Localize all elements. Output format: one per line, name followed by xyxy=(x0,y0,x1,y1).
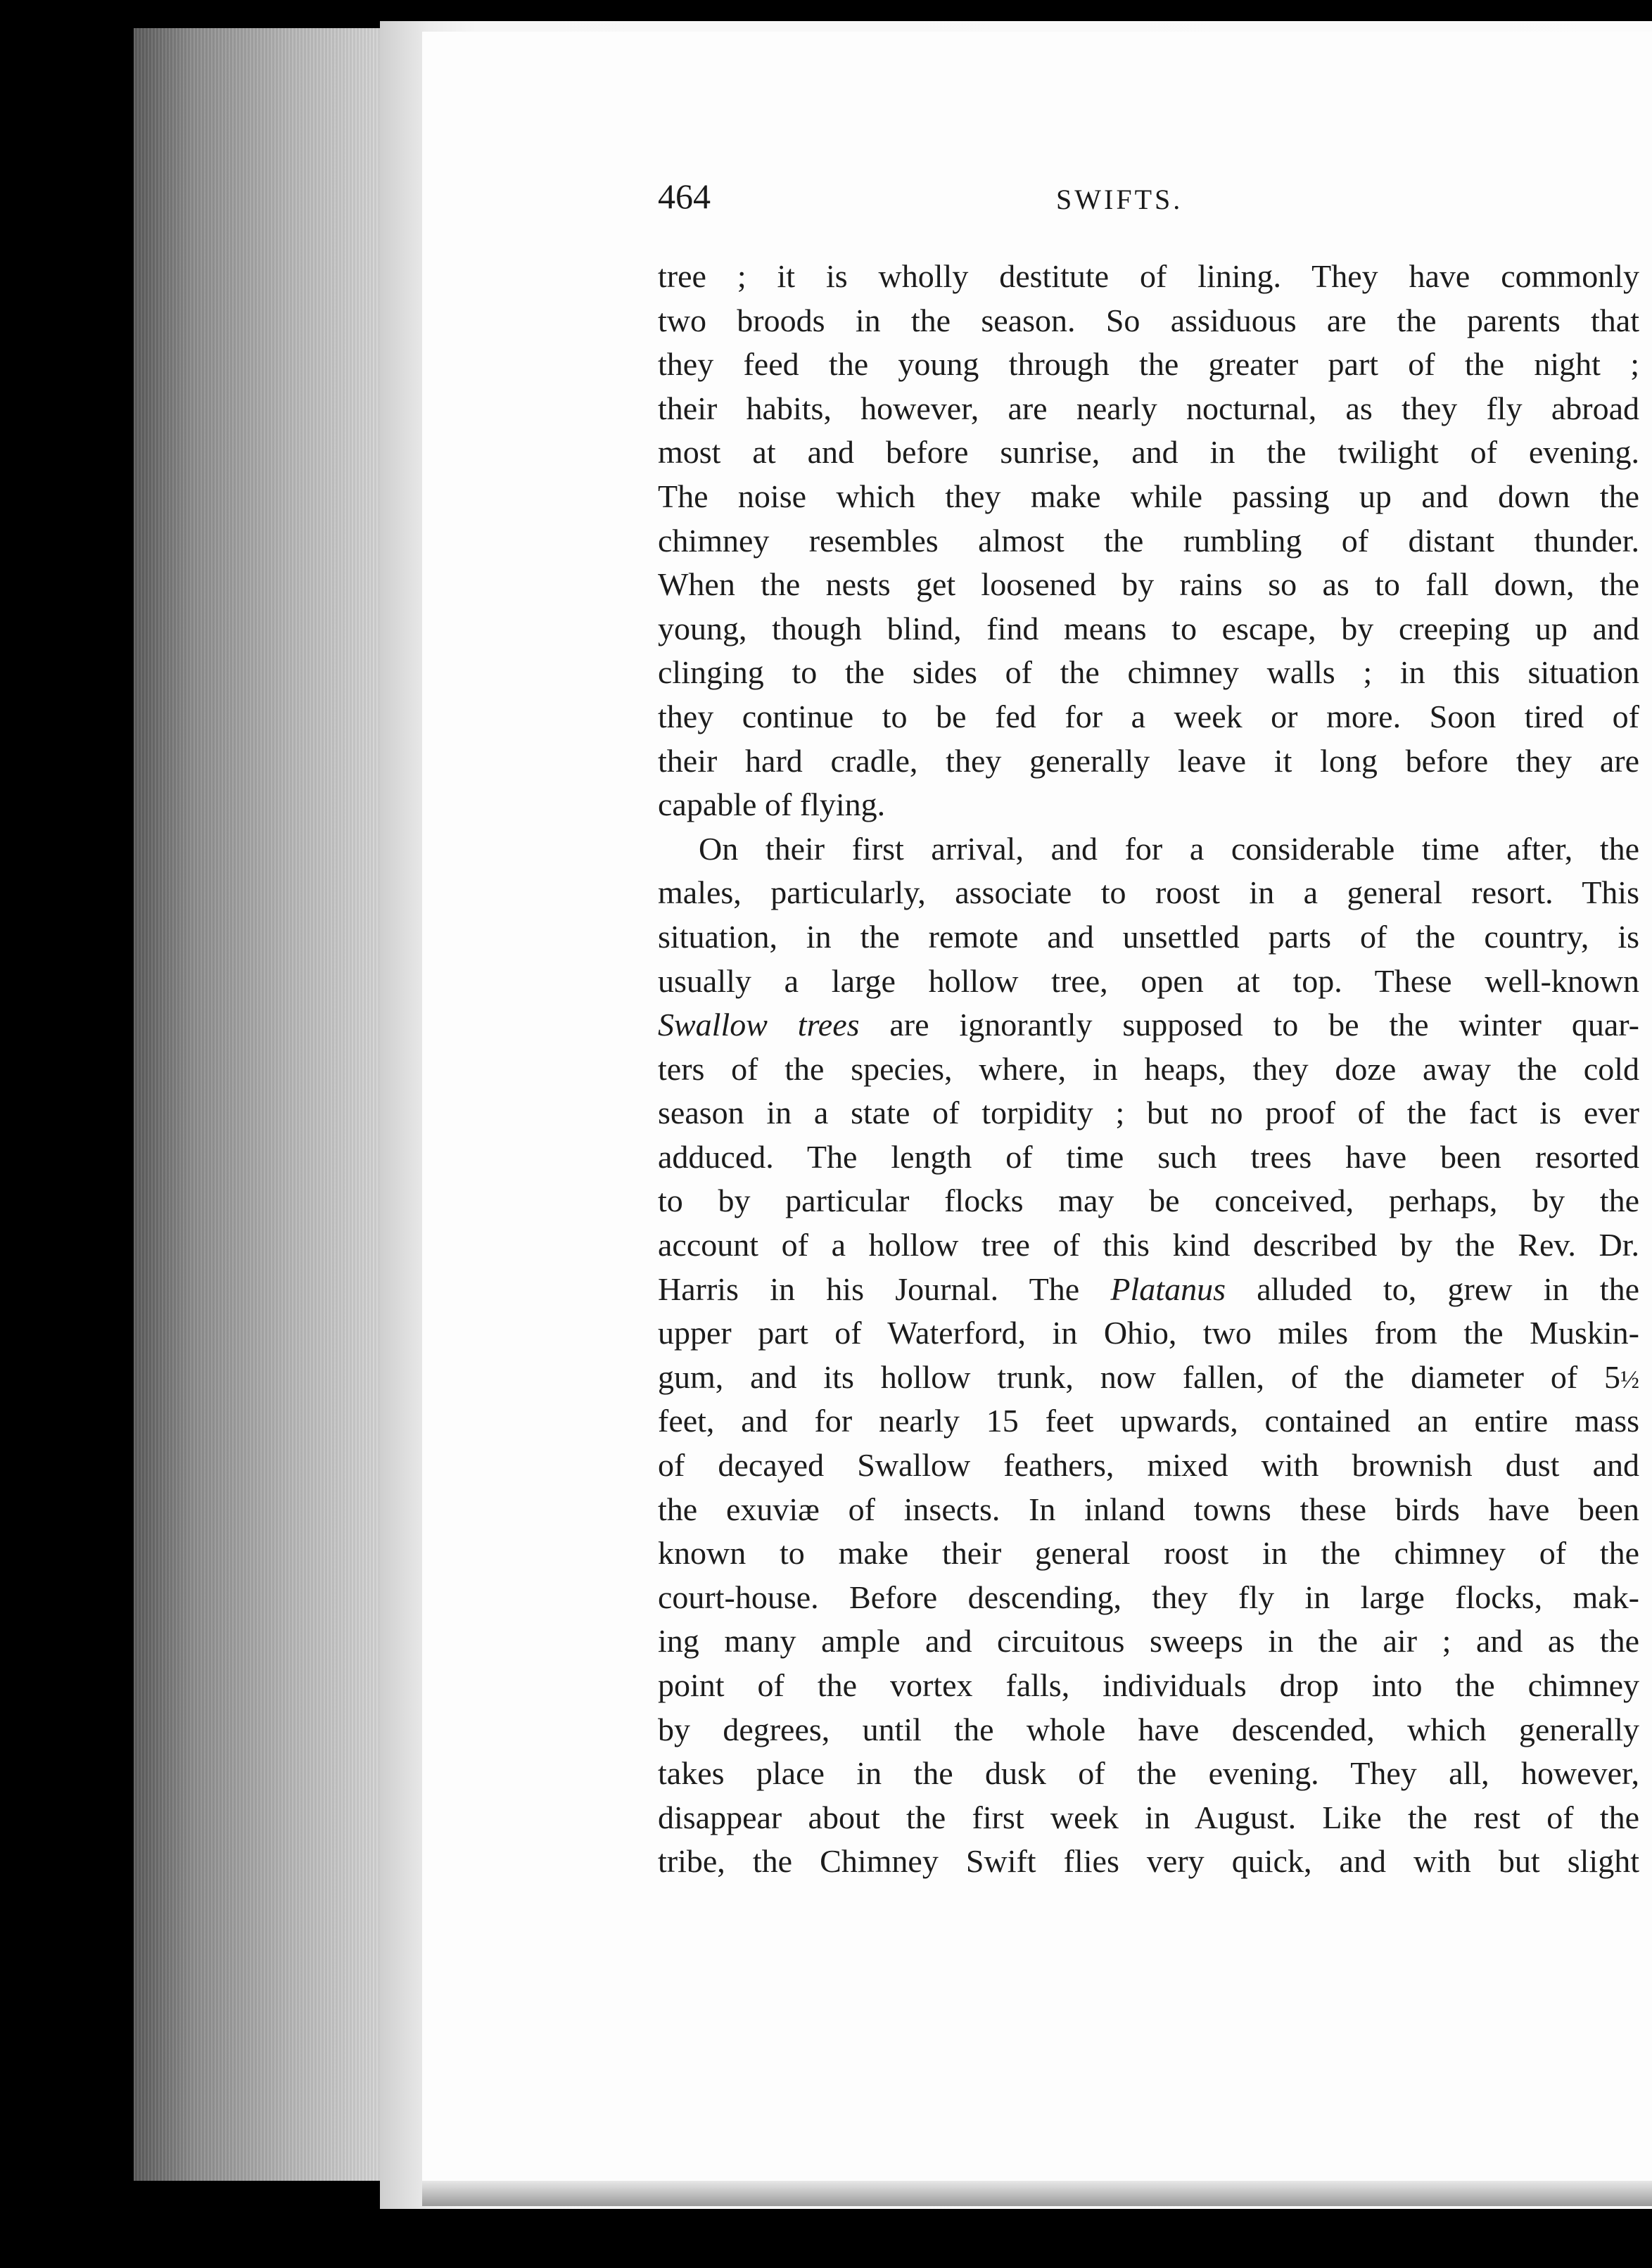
page-number: 464 xyxy=(658,177,711,216)
text-line: upper part of Waterford, in Ohio, two miles from the Muskin- xyxy=(658,1315,1639,1351)
text-line: young, though blind, find means to escape, by creeping up and xyxy=(658,610,1639,646)
text-line: of decayed Swallow feathers, mixed with brownish dust and xyxy=(658,1447,1639,1484)
text-line: they feed the young through the greater part of the night ; xyxy=(658,346,1639,383)
text-line: to by particular flocks may be conceived, perhaps, by the xyxy=(658,1183,1639,1219)
text-line: account of a hollow tree of this kind described by the Rev. Dr. xyxy=(658,1227,1639,1263)
text-line: most at and before sunrise, and in the twilight of evening. xyxy=(658,434,1639,471)
text-line: tribe, the Chimney Swift flies very quick, and with but slight xyxy=(658,1843,1639,1880)
text-line: feet, and for nearly 15 feet upwards, contained an entire mass xyxy=(658,1403,1639,1439)
text-line: When the nests get loosened by rains so as to fall down, the xyxy=(658,566,1639,603)
text-line: by degrees, until the whole have descended, which generally xyxy=(658,1711,1639,1747)
fraction: ½ xyxy=(1620,1365,1639,1394)
text-line: ters of the species, where, in heaps, they doze away the cold xyxy=(658,1050,1639,1087)
text-line: On their first arrival, and for a considerable time after, the xyxy=(699,830,1639,867)
body-text xyxy=(658,255,1639,1884)
text-line: disappear about the first week in August. Like the rest of the xyxy=(658,1799,1639,1835)
text-line: season in a state of torpidity ; but no proof of the fact is ever xyxy=(658,1095,1639,1131)
text-line: ing many ample and circuitous sweeps in the air ; and as the xyxy=(658,1623,1639,1659)
text-line: capable of flying. xyxy=(658,786,886,823)
page-bottom-edge xyxy=(422,2181,1652,2206)
text-run: gum, and its hollow trunk, now fallen, of the diameter of 5 xyxy=(658,1358,1620,1395)
text-line: takes place in the dusk of the evening. They all, however, xyxy=(658,1755,1639,1792)
running-head xyxy=(658,176,1643,232)
text-run: are ignorantly supposed to be the winter quar- xyxy=(859,1007,1639,1043)
text-line xyxy=(658,1268,1639,1312)
text-line xyxy=(658,1356,1639,1400)
text-line: males, particularly, associate to roost in a general resort. This xyxy=(658,874,1639,911)
text-line: chimney resembles almost the rumbling of distant thunder. xyxy=(658,522,1639,559)
text-line: the exuviæ of insects. In inland towns these birds have been xyxy=(658,1491,1639,1527)
text-line: The noise which they make while passing up and down the xyxy=(658,478,1639,514)
italic-term: Swallow trees xyxy=(658,1007,860,1043)
text-line: tree ; it is wholly destitute of lining. They have commonly xyxy=(658,258,1639,294)
text-line: known to make their general roost in the chimney of the xyxy=(658,1535,1639,1572)
text-line: their habits, however, are nearly nocturnal, as they fly abroad xyxy=(658,390,1639,426)
text-line: clinging to the sides of the chimney walls ; in this situation xyxy=(658,654,1639,691)
text-line: court-house. Before descending, they fly in large flocks, mak- xyxy=(658,1579,1639,1615)
text-line: usually a large hollow tree, open at top. These well-known xyxy=(658,962,1639,999)
text-line: two broods in the season. So assiduous are the parents that xyxy=(658,302,1639,338)
text-run: Harris in his Journal. The xyxy=(658,1270,1111,1307)
text-line: their hard cradle, they generally leave it long before they are xyxy=(658,742,1639,779)
section-title: SWIFTS. xyxy=(1056,184,1183,215)
text-line: they continue to be fed for a week or more. Soon tired of xyxy=(658,698,1639,734)
text-line: point of the vortex falls, individuals drop into the chimney xyxy=(658,1667,1639,1703)
text-run: alluded to, grew in the xyxy=(1225,1270,1639,1307)
text-line: situation, in the remote and unsettled parts of the country, is xyxy=(658,918,1639,955)
italic-term: Platanus xyxy=(1110,1270,1226,1307)
text-line: adduced. The length of time such trees have been resorted xyxy=(658,1138,1639,1175)
text-line xyxy=(658,1003,1639,1047)
